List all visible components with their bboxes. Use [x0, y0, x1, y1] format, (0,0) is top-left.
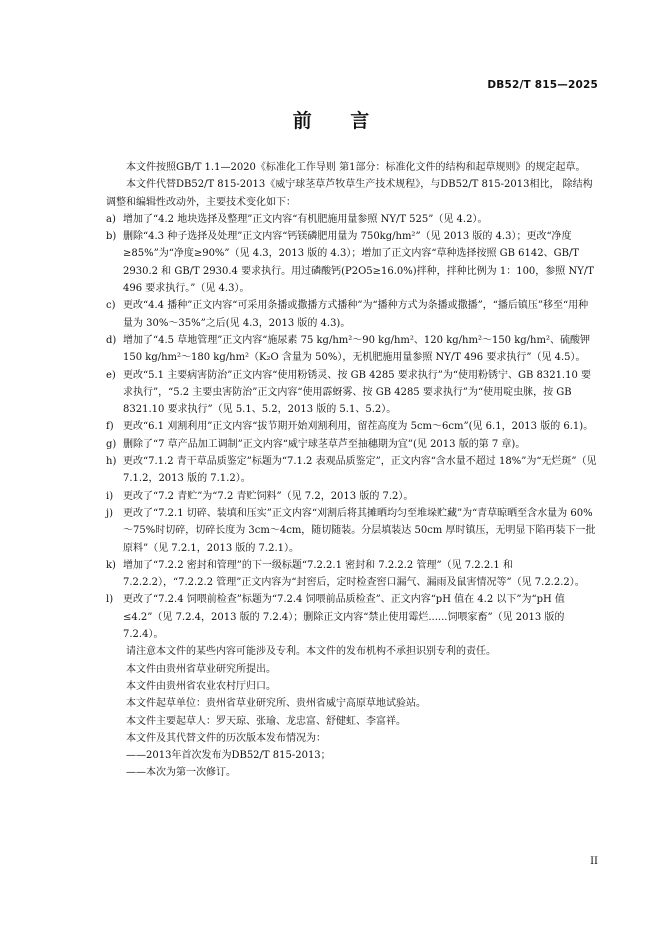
page-number: II [590, 856, 598, 867]
change-item [106, 436, 598, 453]
change-item [106, 297, 598, 332]
patent-notice: 请注意本文件的某些内容可能涉及专利。本文件的发布机构不承担识别专利的责任。 [126, 646, 496, 658]
change-label: i) [106, 490, 114, 502]
change-label: j) [106, 507, 114, 519]
change-text: 删除了“7 草产品加工调制”正文内容“威宁球茎草芦至抽穗期为宜”(见 2013 版的第 7 章)。 [123, 438, 526, 450]
change-text: 删除“4.3 种子选择及处理”正文内容“钙镁磷肥用量为 750kg/hm²”（见 2013 版的 4.3）；更改“净度≥85%”为“净度≥90%”（见 4.3，2013 版的 4.3）；增加了正文内容“草种选择按照 GB 6142、GB/T 2930.2 和 GB/T 2930.4 要求执行。用过磷酸钙(P2O5≥16.0%)拌种，拌种比例为 1：100，参照 NY/T 496 要求执行。”（见 4.3）。 [123, 231, 594, 295]
intro-paragraph: 本文件按照GB/T 1.1—2020《标准化工作导则 第1部分：标准化文件的结构和起草规则》的规定起草。 [126, 162, 586, 173]
change-text: 增加了“4.5 草地管理”正文内容“施尿素 75 kg/hm²～90 kg/hm²、120 kg/hm²～150 kg/hm²、硫酸钾 150 kg/hm²～180 kg/hm²（K₂O 含量为 50%），无机肥施用量参照 NY/T 496 要求执行”（见 4.5）。 [123, 334, 590, 364]
change-text: 更改了“7.2.1 切碎、装填和压实”正文内容“刈割后将其摊晒均匀至堆垛贮藏”为“青草晾晒至含水量为 60%～75%时切碎，切碎长度为 3cm～4cm，随切随装。分层填装达 50cm 厚时镇压，无明显下陷再装下一批原料”（见 7.2.1，2013 版的 7.2.1）。 [123, 507, 596, 554]
document-body [106, 159, 598, 782]
change-label: c) [106, 300, 116, 312]
change-label: b) [106, 231, 117, 243]
drafting-units-line: 本文件起草单位：贵州省草业研究所、贵州省威宁高原草地试验站。 [126, 698, 426, 710]
change-label: k) [106, 559, 116, 571]
change-item [106, 488, 598, 505]
change-item [106, 453, 598, 488]
change-text: 更改“7.1.2 青干草品质鉴定”标题为“7.1.2 表观品质鉴定”，正文内容“含水量不超过 18%”为“无烂斑”（见 7.1.2，2013 版的 7.1.2）。 [123, 456, 597, 485]
change-text: 更改了“7.2.4 饲喂前检查”标题为“7.2.4 饲喂前品质检查”、正文内容“pH 值在 4.2 以下”为“pH 值≤4.2”（见 7.2.4，2013 版的 7.2.4）；删除正文内容“禁止使用霉烂......饲喂家畜”（见 2013 版的 7.2.4）。 [123, 594, 565, 641]
change-item [106, 332, 598, 367]
version-history-item: ——2013年首次发布为DB52/T 815-2013； [126, 750, 331, 762]
version-history-line: 本文件及其代替文件的历次版本发布情况为： [126, 732, 326, 744]
change-text: 增加了“4.2 地块选择及整理”正文内容“有机肥施用量参照 NY/T 525”（见 4.2）。 [123, 213, 488, 225]
change-label: l) [106, 594, 114, 606]
change-label: a) [106, 213, 116, 225]
proposer-line: 本文件由贵州省草业研究所提出。 [126, 663, 276, 675]
change-item [106, 557, 598, 592]
change-label: g) [106, 438, 117, 450]
change-item [106, 505, 598, 557]
change-item [106, 211, 598, 228]
change-item [106, 228, 598, 297]
change-text: 更改“5.1 主要病害防治”正文内容“使用粉锈灵、按 GB 4285 要求执行”为“使用粉锈宁、GB 8321.10 要求执行”，“5.2 主要虫害防治”正文内容“使用霹蚜雾、按 GB 4285 要求执行”为“使用啶虫脒，按 GB 8321.10 要求执行”（见 5.1、5.2，2013 版的 5.1、5.2）。 [123, 369, 592, 416]
change-label: d) [106, 334, 117, 346]
intro-paragraph: 本文件代替DB52/T 815-2013《威宁球茎草芦牧草生产技术规程》，与DB52/T 815-2013相比， 除结构调整和编辑性改动外，主要技术变化如下： [106, 179, 593, 208]
authority-line: 本文件由贵州省农业农村厅归口。 [126, 680, 276, 692]
change-label: e) [106, 369, 116, 381]
document-code: DB52/T 815—2025 [487, 79, 598, 91]
change-item [106, 367, 598, 419]
page-title: 前 言 [292, 110, 386, 132]
change-text: 增加了“7.2.2 密封和管理”的下一级标题“7.2.2.1 密封和 7.2.2.2 管理”（见 7.2.2.1 和 7.2.2.2），“7.2.2.2 管理”正文内容为“封窖后，定时检查窖口漏气、漏雨及鼠害情况等”（见 7.2.2.2）。 [123, 559, 585, 589]
drafters-line: 本文件主要起草人：罗天琼、张瑜、龙忠富、舒健虹、李富祥。 [126, 715, 406, 727]
change-label: h) [106, 456, 117, 468]
change-text: 更改“4.4 播种”正文内容“可采用条播或撒播方式播种”为“播种方式为条播或撒播”，“播后镇压”移至“用种量为 30%～35%”之后(见 4.3，2013 版的 4.3)。 [123, 300, 589, 329]
change-text: 更改了“7.2 青贮”为“7.2 青贮饲料”（见 7.2，2013 版的 7.2）。 [123, 490, 414, 502]
change-text: 更改“6.1 刈割利用”正文内容“拔节期开始刈割利用，留茬高度为 5cm～6cm”(见 6.1，2013 版的 6.1)。 [123, 421, 594, 433]
change-item [106, 418, 598, 435]
change-item [106, 591, 598, 643]
change-label: f) [106, 421, 114, 433]
version-history-item: ——本次为第一次修订。 [126, 767, 236, 779]
